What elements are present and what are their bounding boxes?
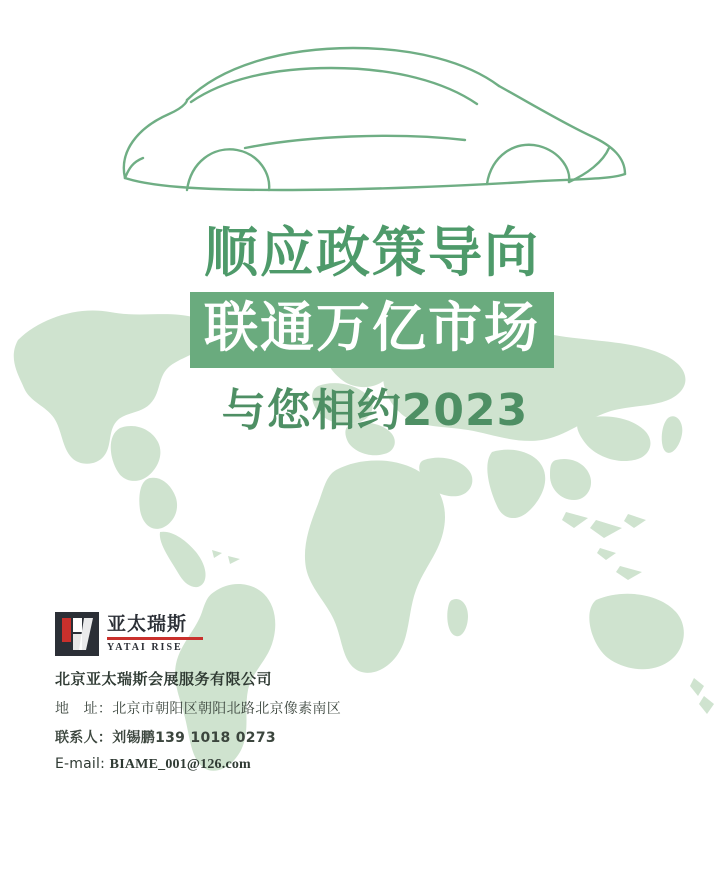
headline-block: [0, 222, 726, 440]
headline-line-2: 联通万亿市场: [190, 292, 554, 368]
logo-wordmark: [107, 615, 203, 653]
car-outline-illustration: [95, 40, 635, 230]
contact-block: [55, 668, 675, 773]
contact-address-row: [55, 698, 675, 718]
contact-company-name: 北京亚太瑞斯会展服务有限公司: [55, 670, 273, 688]
logo-monogram-icon: [55, 612, 99, 656]
logo-divider: [107, 637, 203, 640]
headline-line-1: 顺应政策导向: [204, 221, 540, 284]
company-logo: [55, 612, 203, 656]
contact-person-label: 联系人：: [55, 730, 113, 746]
logo-name-cn: 亚太瑞斯: [107, 613, 188, 635]
contact-person-row: [55, 727, 675, 747]
contact-address-label: 地 址：: [55, 701, 113, 717]
contact-email-value: BIAME_001@126.com: [109, 757, 251, 772]
headline-line-3: 与您相约2023: [221, 385, 529, 436]
contact-email-label: E-mail:: [55, 756, 110, 772]
contact-email-row: [55, 756, 675, 773]
contact-address-value: 北京市朝阳区朝阳北路北京像素南区: [112, 701, 342, 717]
logo-name-en: YATAI RISE: [107, 642, 183, 653]
contact-person-value: 刘锡鹏139 1018 0273: [112, 730, 276, 746]
headline-line-2-wrapper: [0, 292, 726, 368]
